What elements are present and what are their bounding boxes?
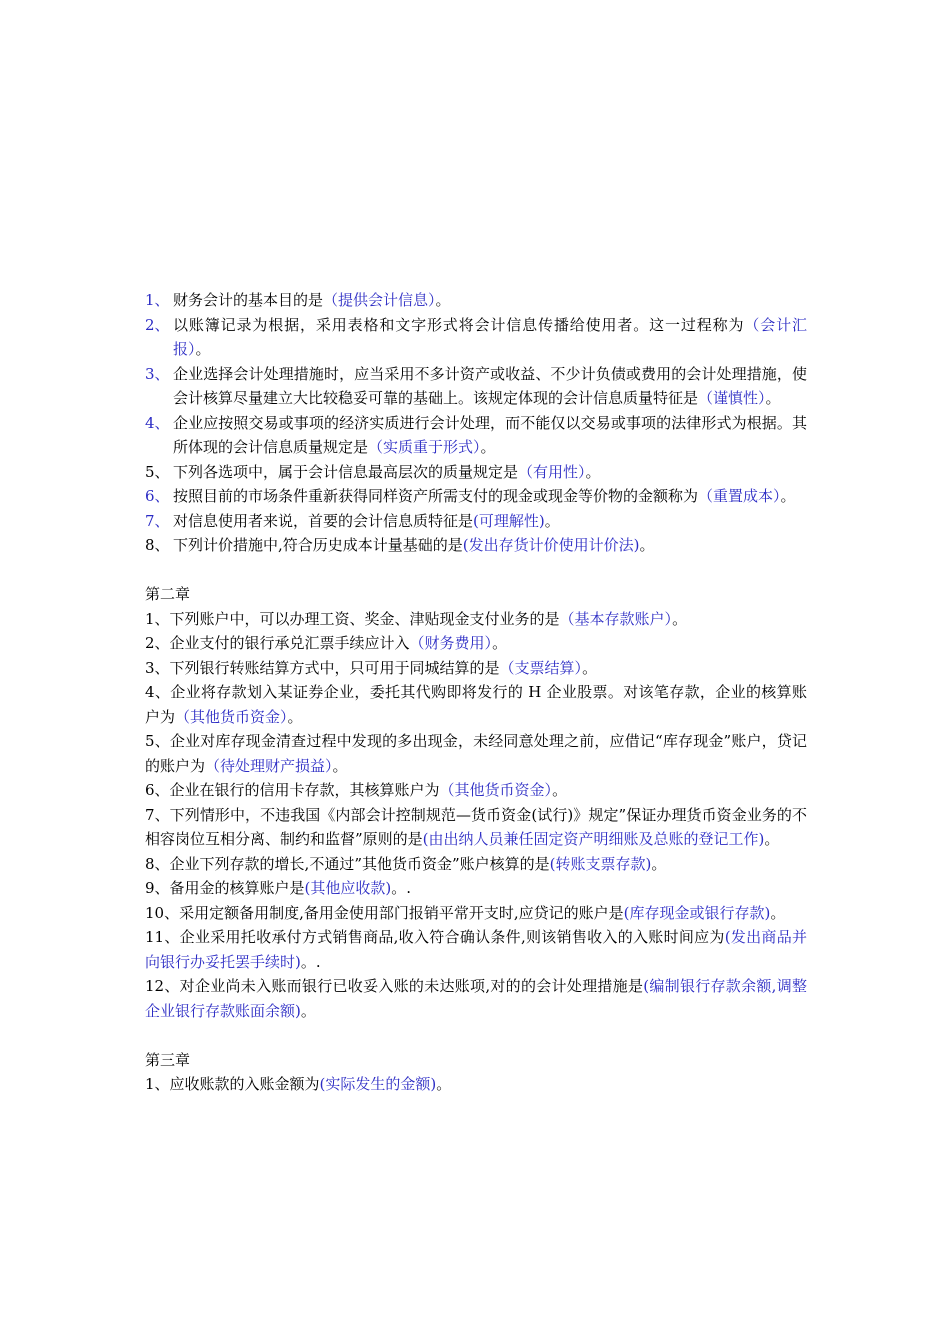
- question-item: [145, 729, 807, 778]
- question-text: 4、企业将存款划入某证券企业，委托其代购即将发行的 H 企业股票。对该笔存款，企业的核算账户为: [145, 683, 807, 726]
- question-item: [145, 362, 807, 411]
- question-tail: 。.: [391, 879, 412, 897]
- answer-text: (可理解性): [473, 511, 545, 530]
- question-text: 10、采用定额备用制度,备用金使用部门报销平常开支时,应贷记的账户是: [145, 903, 624, 922]
- question-text: 企业选择会计处理措施时，应当采用不多计资产或收益、不少计负债或费用的会计处理措施，使会计核算尽量建立大比较稳妥可靠的基础上。该规定体现的会计信息质量特征是: [173, 364, 807, 407]
- question-text: 11、企业采用托收承付方式销售商品,收入符合确认条件,则该销售收入的入账时间应为: [145, 928, 725, 946]
- question-item: [145, 778, 807, 803]
- question-item: [145, 901, 807, 926]
- question-text: 1、应收账款的入账金额为: [145, 1075, 320, 1093]
- question-item: [145, 656, 807, 681]
- question-number: 1、: [145, 291, 170, 309]
- question-text: 对信息使用者来说，首要的会计信息质特征是: [173, 511, 474, 530]
- question-text: 1、下列账户中，可以办理工资、奖金、津贴现金支付业务的是: [145, 609, 560, 628]
- question-number: 6、: [145, 487, 170, 505]
- question-number: 4、: [145, 413, 170, 432]
- chapter2-section: [145, 582, 807, 1023]
- question-item: [145, 607, 807, 632]
- question-tail: 。: [436, 1075, 452, 1093]
- question-tail: 。: [770, 903, 786, 922]
- question-number: 8、: [145, 536, 170, 554]
- question-text: 7、下列情形中，不违我国《内部会计控制规范—货币资金(试行)》规定”保证办理货币资金业务的不相容岗位互相分离、制约和监督”原则的是: [145, 805, 807, 848]
- question-tail: 。: [780, 487, 796, 505]
- answer-text: (其他应收款): [304, 879, 392, 897]
- answer-text: (实际发生的金额): [319, 1075, 437, 1093]
- question-tail: 。: [651, 854, 667, 873]
- answer-text: （谨慎性）: [698, 389, 766, 407]
- chapter2-items: [145, 607, 807, 1024]
- question-text: 按照目前的市场条件重新获得同样资产所需支付的现金或现金等价物的金额称为: [173, 487, 699, 505]
- question-item: [145, 484, 807, 509]
- answer-text: （待处理财产损益）: [205, 756, 333, 775]
- answer-text: (库存现金或银行存款): [623, 903, 771, 922]
- answer-text: （提供会计信息）: [323, 291, 436, 309]
- chapter3-section: [145, 1048, 807, 1097]
- question-item: [145, 631, 807, 656]
- chapter3-title: 第三章: [145, 1050, 191, 1069]
- question-tail: 。.: [300, 952, 321, 971]
- question-tail: 。: [195, 340, 211, 358]
- question-tail: 。: [585, 462, 601, 481]
- question-tail: 。: [300, 1001, 316, 1020]
- answer-text: （其他货币资金）: [439, 781, 553, 799]
- question-tail: 。: [492, 634, 508, 652]
- question-text: 12、对企业尚未入账而银行已收妥入账的未达账项,对的的会计处理措施是: [145, 977, 644, 995]
- question-text: 5、企业对库存现金清查过程中发现的多出现金，未经同意处理之前，应借记“库存现金”账户，贷记的账户为: [145, 732, 807, 775]
- question-item: [145, 852, 807, 877]
- question-text: 3、下列银行转账结算方式中，只可用于同城结算的是: [145, 658, 500, 677]
- answer-text: (发出商品并向银行办妥托罢手续时): [145, 928, 807, 971]
- answer-text: （会计汇报）: [173, 315, 807, 358]
- answer-text: （基本存款账户）: [559, 609, 673, 628]
- question-item: [145, 288, 807, 313]
- question-item: [145, 974, 807, 1023]
- answer-text: （支票结算）: [499, 658, 583, 677]
- question-tail: 。: [435, 291, 451, 309]
- question-item: [145, 460, 807, 485]
- question-text: 企业应按照交易或事项的经济实质进行会计处理，而不能仅以交易或事项的法律形式为根据。其所体现的会计信息质量规定是: [173, 413, 807, 456]
- question-tail: 。: [480, 438, 496, 456]
- question-tail: 。: [582, 658, 598, 677]
- question-tail: 。: [552, 781, 568, 799]
- question-text: 2、企业支付的银行承兑汇票手续应计入: [145, 634, 410, 652]
- question-item: [145, 509, 807, 534]
- question-tail: 。: [639, 536, 655, 554]
- question-tail: 。: [672, 609, 688, 628]
- question-tail: 。: [765, 389, 781, 407]
- question-text: 下列各选项中，属于会计信息最高层次的质量规定是: [173, 462, 519, 481]
- question-item: [145, 803, 807, 852]
- answer-text: (转账支票存款): [549, 854, 652, 873]
- question-text: 以账簿记录为根据，采用表格和文字形式将会计信息传播给使用者。这一过程称为: [173, 315, 745, 334]
- question-text: 下列计价措施中,符合历史成本计量基础的是: [173, 536, 463, 554]
- answer-text: (编制银行存款余额,调整企业银行存款账面余额): [145, 977, 808, 1020]
- question-tail: 。: [764, 830, 780, 848]
- document-page: [145, 288, 807, 1097]
- question-number: 3、: [145, 364, 170, 383]
- answer-text: （有用性）: [518, 462, 586, 481]
- question-item: [145, 876, 807, 901]
- question-tail: 。: [544, 511, 560, 530]
- question-number: 5、: [145, 462, 170, 481]
- answer-text: （财务费用）: [409, 634, 493, 652]
- chapter3-items: [145, 1072, 807, 1097]
- chapter2-title: 第二章: [145, 585, 191, 603]
- question-item: [145, 411, 807, 460]
- answer-text: (发出存货计价使用计价法): [462, 536, 640, 554]
- question-tail: 。: [332, 756, 348, 775]
- question-number: 7、: [145, 511, 170, 530]
- question-item: [145, 313, 807, 362]
- question-item: [145, 925, 807, 974]
- question-tail: 。: [287, 707, 303, 726]
- chapter1-section: [145, 288, 807, 558]
- question-text: 6、企业在银行的信用卡存款，其核算账户为: [145, 781, 440, 799]
- answer-text: （实质重于形式）: [368, 438, 481, 456]
- question-text: 8、企业下列存款的增长,不通过”其他货币资金”账户核算的是: [145, 854, 550, 873]
- answer-text: （重置成本）: [698, 487, 781, 505]
- answer-text: （其他货币资金）: [175, 707, 288, 726]
- question-item: [145, 680, 807, 729]
- question-item: [145, 1072, 807, 1097]
- question-text: 9、备用金的核算账户是: [145, 879, 305, 897]
- question-text: 财务会计的基本目的是: [173, 291, 324, 309]
- answer-text: (由出纳人员兼任固定资产明细账及总账的登记工作): [422, 830, 765, 848]
- question-item: [145, 533, 807, 558]
- question-number: 2、: [145, 315, 170, 334]
